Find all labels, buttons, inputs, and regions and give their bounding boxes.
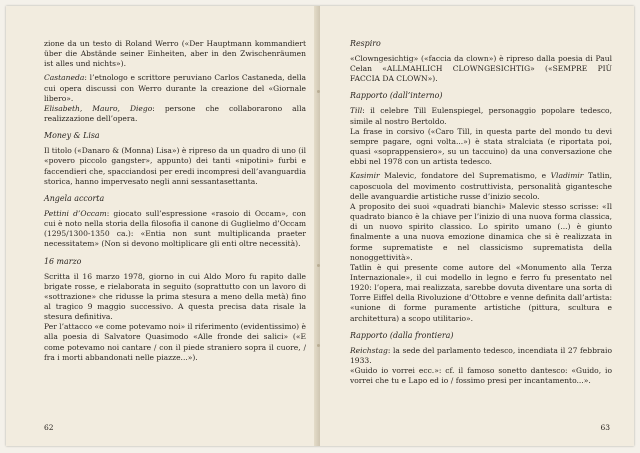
paragraph-guido: «Guido io vorrei ecc.»: cf. il famoso sonetto dantesco: «Guido, io vorrei che tu e Lapo ed io / fossimo presi per incantamento...». (350, 366, 612, 386)
left-page (6, 6, 320, 446)
heading-angela-accorta: Angela accorta (44, 193, 105, 203)
page-number-left: 62 (44, 423, 54, 432)
term-castaneda: Castaneda (44, 73, 85, 83)
heading-money-lisa: Money & Lisa (44, 131, 100, 141)
paragraph-malevic: A proposito dei suoi «quadrati bianchi» Malevic stesso scrisse: «Il quadrato bianco è la chiave per l’inizio di una nuova forma classica, di un nuovo spirito classico. Lo spirito umano (...) è giunto finalmente a una nuova emozione dinamica che si è realizzata in forme suprematiste e nel classicismo suprematista della nonoggettività». (350, 201, 612, 262)
paragraph-pettini: Pettini d’Occam: giocato sull’espressione «rasoio di Occam», con cui è noto nella storia della filosofia il canone di Guglielmo d’Occam (1295/1300-1350 ca.): «Entia non sunt multiplicanda praeter necessitatem» (Non si devono moltiplicare gli enti oltre necessità). (44, 208, 306, 249)
heading-rapporto-frontiera: Rapporto (dalla frontiera) (350, 330, 454, 340)
paragraph-till: Till: il celebre Till Eulenspiegel, personaggio popolare tedesco, simile al nostro Bertoldo. (350, 106, 612, 126)
page-number-right: 63 (600, 423, 610, 432)
term-till: Till (350, 106, 363, 116)
left-text-column (44, 39, 306, 363)
paragraph-marzo-2: Per l’attacco «e come potevamo noi» il riferimento (evidentissimo) è alla poesia di Salvatore Quasimodo «Alle fronde dei salici» («E come potevamo noi cantare / con il piede straniero sopra il cuore, / fra i morti abbandonati nelle piazze...»). (44, 322, 306, 362)
paragraph-werro: zione da un testo di Roland Werro («Der Hauptmann kommandiert über die Abstände seiner Einheiten, aber in den Zwischenräumen ist alles und nichts»). (44, 39, 306, 69)
term-reichstag: Reichstag (350, 345, 388, 355)
term-vladimir: Vladimir (550, 171, 584, 181)
paragraph-elisabeth: Elisabeth, Mauro, Diego: persone che collaborarono alla realizzazione dell’opera. (44, 103, 306, 124)
paragraph-money-lisa: Il titolo («Danaro & (Monna) Lisa») è ripreso da un quadro di uno (il «povero piccolo gangster», appunto) dei tanti «nipotini» furbi e faccendieri che, spacciandosi per eredi incompresi dell’avanguardia storica, hanno impervesato negli anni sessantasettanta. (44, 146, 306, 186)
right-page (320, 6, 634, 446)
term-kasimir: Kasimir (350, 171, 380, 181)
heading-respiro: Respiro (350, 39, 381, 48)
term-elisabeth: Elisabeth, Mauro, Diego (44, 103, 153, 113)
book-spread (6, 6, 634, 446)
paragraph-marzo-1: Scritta il 16 marzo 1978, giorno in cui Aldo Moro fu rapito dalle brigate rosse, e rielaborata in seguito (soprattutto con un lavoro di «sottrazione» che ridusse la prima stesura a meno della metà) fino al tragico 9 maggio successivo. A questa precisa data risale la stesura definitiva. (44, 271, 306, 322)
paragraph-castaneda: Castaneda: l’etnologo e scrittore peruviano Carlos Castaneda, della cui opera discussi con Werro durante la creazione del «Giornale libero». (44, 73, 306, 103)
paragraph-tatlin: Tatlin è qui presente come autore del «Monumento alla Terza Internazionale», il cui modello in legno e ferro fu presentato nel 1920: l’opera, mai realizzata, sarebbe dovuta diventare una sorta di Torre Eiffel della Rivoluzione d’Ottobre e venne definita dall’artista: «unione di forme puramente artistiche (pittura, scultura e architettura) a scopo utilitario». (350, 262, 612, 323)
right-text-column (350, 39, 612, 386)
paragraph-till-2: La frase in corsivo («Caro Till, in questa parte del mondo tu devi sempre pagare, ogni volta...») è stata stralciata (e riportata poi, quasi «soprappensiero», su un taccuino) da una conversazione che ebbi nel 1978 con un artista tedesco. (350, 126, 612, 167)
heading-16-marzo: 16 marzo (44, 256, 82, 266)
paragraph-respiro: «Clowngesichtig» («faccia da clown») è ripreso dalla poesia di Paul Celan «ALLMAHLICH CLOWNGESICHTIG» («SEMPRE PIÙ FACCIA DA CLOWN»). (350, 54, 612, 84)
paragraph-reichstag: Reichstag: la sede del parlamento tedesco, incendiata il 27 febbraio 1933. (350, 345, 612, 365)
term-pettini: Pettini d’Occam (44, 208, 107, 218)
heading-rapporto-interno: Rapporto (dall’interno) (350, 91, 443, 101)
paragraph-kasimir: Kasimir Malevic, fondatore del Suprematismo, e Vladimir Tatlin, caposcuola del movimento costruttivista, personalità gigantesche delle avanguardie artistiche russe d’inizio secolo. (350, 171, 613, 201)
